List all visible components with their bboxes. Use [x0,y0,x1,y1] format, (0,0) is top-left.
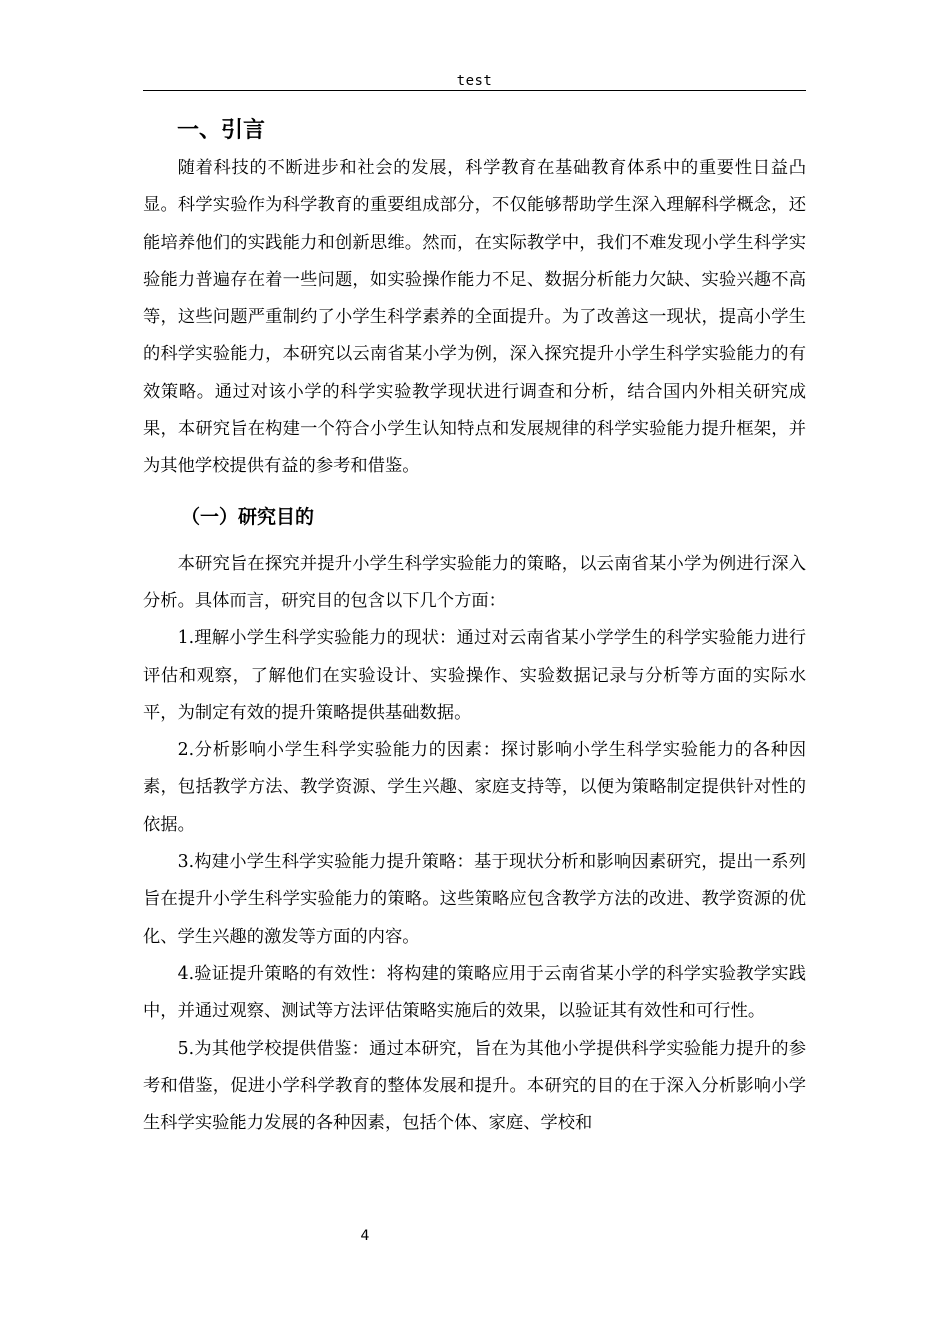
purpose-item-1: 1.理解小学生科学实验能力的现状：通过对云南省某小学学生的科学实验能力进行评估和观察，了解他们在实验设计、实验操作、实验数据记录与分析等方面的实际水平，为制定有效的提升策略提供基础数据。 [143,628,806,723]
page-number: 4 [360,1228,370,1244]
page-header [143,70,806,91]
purpose-item-2: 2.分析影响小学生科学实验能力的因素：探讨影响小学生科学实验能力的各种因素，包括教学方法、教学资源、学生兴趣、家庭支持等，以便为策略制定提供针对性的依据。 [143,740,806,835]
section-heading-purpose: （一）研究目的 [181,505,315,528]
header-text: test [456,73,493,89]
purpose-item-4: 4.验证提升策略的有效性：将构建的策略应用于云南省某小学的科学实验教学实践中，并通过观察、测试等方法评估策略实施后的效果，以验证其有效性和可行性。 [143,963,806,1022]
section-heading-intro: 一、引言 [177,118,266,143]
purpose-intro-paragraph: 本研究旨在探究并提升小学生科学实验能力的策略，以云南省某小学为例进行深入分析。具体而言，研究目的包含以下几个方面： [143,553,806,611]
document-body [143,112,806,1142]
intro-paragraph: 随着科技的不断进步和社会的发展，科学教育在基础教育体系中的重要性日益凸显。科学实验作为科学教育的重要组成部分，不仅能够帮助学生深入理解科学概念，还能培养他们的实践能力和创新思维。然而，在实际教学中，我们不难发现小学生科学实验能力普遍存在着一些问题，如实验操作能力不足、数据分析能力欠缺、实验兴趣不高等，这些问题严重制约了小学生科学素养的全面提升。为了改善这一现状，提高小学生的科学实验能力，本研究以云南省某小学为例，深入探究提升小学生科学实验能力的有效策略。通过对该小学的科学实验教学现状进行调查和分析，结合国内外相关研究成果，本研究旨在构建一个符合小学生认知特点和发展规律的科学实验能力提升框架，并为其他学校提供有益的参考和借鉴。 [143,158,806,477]
purpose-item-5: 5.为其他学校提供借鉴：通过本研究，旨在为其他小学提供科学实验能力提升的参考和借鉴，促进小学科学教育的整体发展和提升。本研究的目的在于深入分析影响小学生科学实验能力发展的各种因素，包括个体、家庭、学校和 [143,1038,806,1134]
purpose-item-3: 3.构建小学生科学实验能力提升策略：基于现状分析和影响因素研究，提出一系列旨在提升小学生科学实验能力的策略。这些策略应包含教学方法的改进、教学资源的优化、学生兴趣的激发等方面的内容。 [143,852,806,947]
